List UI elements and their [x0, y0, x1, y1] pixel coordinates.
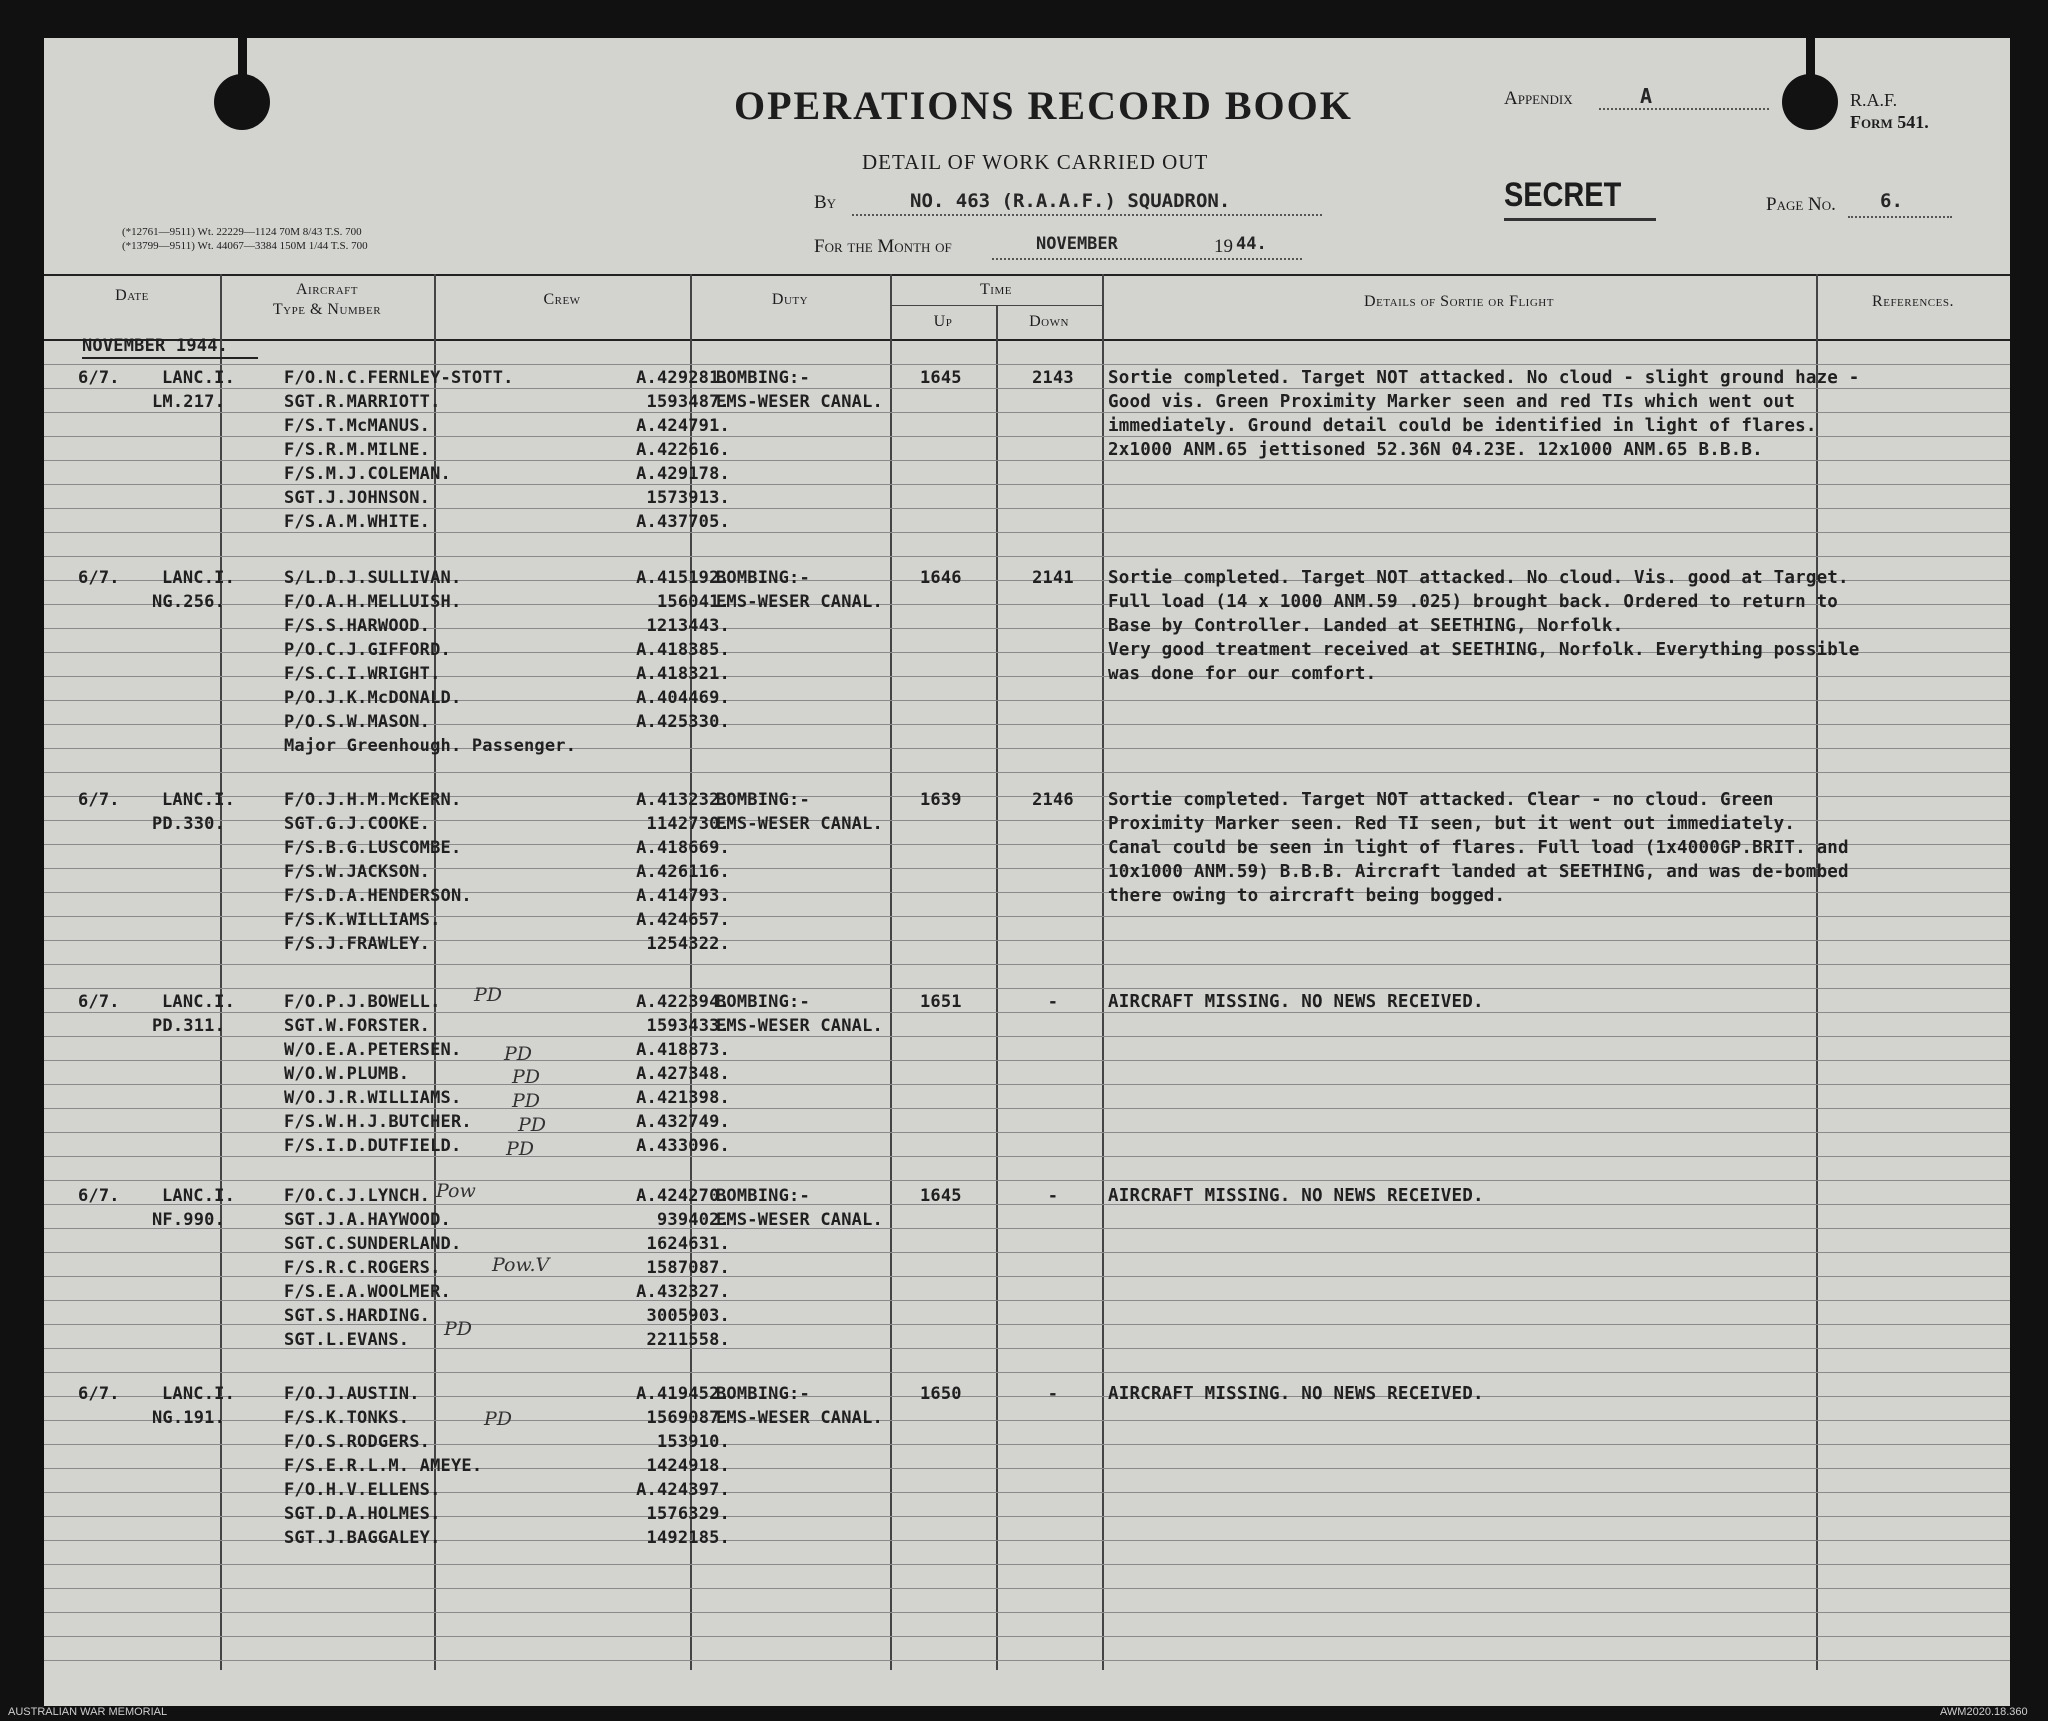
annotation-pd-ellens: PD — [484, 1408, 513, 1430]
duty-target: EMS-WESER CANAL. — [716, 814, 883, 834]
time-down: 2146 — [1032, 790, 1074, 810]
aircraft-number: NG.256. — [152, 592, 226, 612]
crew-service-number: A.424397. — [636, 1480, 730, 1500]
crew-service-number: 1593433. — [646, 1016, 730, 1036]
print-code-2: (*13799—9511) Wt. 44067—3384 150M 1/44 T.S. 700 — [122, 240, 368, 252]
crew-service-number: A.432327. — [636, 1282, 730, 1302]
crew-service-number: 3005903. — [646, 1306, 730, 1326]
crew-name: P/O.S.W.MASON. — [284, 712, 431, 732]
time-up: 1651 — [920, 992, 962, 1012]
duty-target: EMS-WESER CANAL. — [716, 592, 883, 612]
crew-service-number: 939402. — [656, 1210, 730, 1230]
crew-name: Major Greenhough. Passenger. — [284, 736, 577, 756]
annotation-pow-lynch: Pow — [436, 1180, 476, 1202]
crew-service-number: A.414793. — [636, 886, 730, 906]
month-label: For the Month of — [814, 236, 952, 257]
aircraft-number: LM.217. — [152, 392, 226, 412]
crew-name: F/S.K.TONKS. — [284, 1408, 410, 1428]
time-down: 2141 — [1032, 568, 1074, 588]
crew-name: SGT.J.BAGGALEY. — [284, 1528, 441, 1548]
crew-name: F/S.R.C.ROGERS. — [284, 1258, 441, 1278]
duty-type: BOMBING:- — [716, 568, 810, 588]
crew-name: SGT.G.J.COOKE. — [284, 814, 431, 834]
crew-service-number: 1569087. — [646, 1408, 730, 1428]
crew-name: F/S.R.M.MILNE. — [284, 440, 431, 460]
sortie-date: 6/7. — [78, 1384, 120, 1404]
time-down: - — [1047, 992, 1059, 1012]
sortie-date: 6/7. — [78, 1186, 120, 1206]
crew-service-number: A.429178. — [636, 464, 730, 484]
binder-hole-left — [214, 74, 270, 130]
duty-type: BOMBING:- — [716, 1186, 810, 1206]
time-down: - — [1047, 1384, 1059, 1404]
annotation-pd-bowell: PD — [474, 984, 503, 1006]
annotation-pd-butcher: PD — [518, 1114, 547, 1136]
duty-target: EMS-WESER CANAL. — [716, 1016, 883, 1036]
annotation-pd-williams: PD — [512, 1090, 541, 1112]
crew-service-number: A.404469. — [636, 688, 730, 708]
sortie-detail-line: Sortie completed. Target NOT attacked. No cloud - slight ground haze - — [1108, 368, 1860, 388]
duty-target: EMS-WESER CANAL. — [716, 1408, 883, 1428]
footer-id: AWM2020.18.360 — [1940, 1706, 2028, 1718]
crew-name: F/S.C.I.WRIGHT. — [284, 664, 441, 684]
duty-target: EMS-WESER CANAL. — [716, 392, 883, 412]
crew-service-number: A.422616. — [636, 440, 730, 460]
appendix-value: A — [1640, 84, 1653, 108]
col-aircraft: Aircraft — [295, 281, 358, 298]
crew-name: F/O.S.RODGERS. — [284, 1432, 431, 1452]
crew-service-number: A.432749. — [636, 1112, 730, 1132]
crew-name: F/S.W.JACKSON. — [284, 862, 431, 882]
time-up: 1639 — [920, 790, 962, 810]
crew-name: F/S.S.HARWOOD. — [284, 616, 431, 636]
form-number: Form 541. — [1850, 112, 1929, 132]
aircraft-number: PD.311. — [152, 1016, 226, 1036]
binder-hole-right — [1782, 74, 1838, 130]
aircraft-type: LANC.I. — [162, 1384, 236, 1404]
crew-name: SGT.L.EVANS. — [284, 1330, 410, 1350]
crew-service-number: A.433096. — [636, 1136, 730, 1156]
time-up: 1650 — [920, 1384, 962, 1404]
print-code-1: (*12761—9511) Wt. 22229—1124 70M 8/43 T.S. 700 — [122, 226, 362, 238]
sortie-date: 6/7. — [78, 992, 120, 1012]
squadron-name: NO. 463 (R.A.A.F.) SQUADRON. — [910, 190, 1231, 212]
by-label: By — [814, 192, 837, 213]
secret-stamp: SECRET — [1504, 176, 1622, 214]
time-up: 1645 — [920, 1186, 962, 1206]
crew-service-number: 1424918. — [646, 1456, 730, 1476]
sortie-date: 6/7. — [78, 368, 120, 388]
crew-name: F/S.I.D.DUTFIELD. — [284, 1136, 462, 1156]
crew-service-number: A.421398. — [636, 1088, 730, 1108]
sortie-detail-line: 10x1000 ANM.59) B.B.B. Aircraft landed at SEETHING, and was de-bombed — [1108, 862, 1849, 882]
crew-name: SGT.J.JOHNSON. — [284, 488, 431, 508]
crew-service-number: 1213443. — [646, 616, 730, 636]
year-prefix: 19 — [1214, 236, 1233, 257]
crew-service-number: A.418669. — [636, 838, 730, 858]
duty-type: BOMBING:- — [716, 992, 810, 1012]
crew-name: F/S.M.J.COLEMAN. — [284, 464, 451, 484]
crew-service-number: A.419452. — [636, 1384, 730, 1404]
sortie-detail-line: AIRCRAFT MISSING. NO NEWS RECEIVED. — [1108, 992, 1484, 1012]
duty-target: EMS-WESER CANAL. — [716, 1210, 883, 1230]
crew-service-number: A.418385. — [636, 640, 730, 660]
col-duty: Duty — [771, 291, 809, 308]
form-sheet — [44, 38, 2010, 1706]
aircraft-number: PD.330. — [152, 814, 226, 834]
crew-name: SGT.S.HARDING. — [284, 1306, 431, 1326]
sortie-detail-line: AIRCRAFT MISSING. NO NEWS RECEIVED. — [1108, 1384, 1484, 1404]
crew-name: F/S.W.H.J.BUTCHER. — [284, 1112, 472, 1132]
crew-service-number: A.424270. — [636, 1186, 730, 1206]
page-no-value: 6. — [1880, 190, 1903, 212]
crew-service-number: 1576329. — [646, 1504, 730, 1524]
page-no-label: Page No. — [1766, 194, 1836, 215]
sortie-date: 6/7. — [78, 568, 120, 588]
crew-service-number: A.424791. — [636, 416, 730, 436]
crew-service-number: A.424657. — [636, 910, 730, 930]
crew-service-number: 1587087. — [646, 1258, 730, 1278]
crew-name: SGT.J.A.HAYWOOD. — [284, 1210, 451, 1230]
crew-service-number: 1142730. — [646, 814, 730, 834]
col-date: Date — [115, 287, 149, 304]
sortie-detail-line: Sortie completed. Target NOT attacked. No cloud. Vis. good at Target. — [1108, 568, 1849, 588]
crew-name: SGT.W.FORSTER. — [284, 1016, 431, 1036]
crew-service-number: A.422394. — [636, 992, 730, 1012]
crew-service-number: 1254322. — [646, 934, 730, 954]
crew-name: F/O.J.AUSTIN. — [284, 1384, 420, 1404]
crew-service-number: 1573913. — [646, 488, 730, 508]
aircraft-number: NF.990. — [152, 1210, 226, 1230]
crew-service-number: 1593487. — [646, 392, 730, 412]
month-heading: NOVEMBER 1944. — [82, 336, 229, 356]
crew-name: SGT.C.SUNDERLAND. — [284, 1234, 462, 1254]
crew-name: F/S.E.R.L.M. AMEYE. — [284, 1456, 483, 1476]
crew-service-number: A.418321. — [636, 664, 730, 684]
sortie-detail-line: 2x1000 ANM.65 jettisoned 52.36N 04.23E. 12x1000 ANM.65 B.B.B. — [1108, 440, 1763, 460]
annotation-pd-petersen: PD — [504, 1043, 533, 1065]
crew-name: SGT.R.MARRIOTT. — [284, 392, 441, 412]
month-value: NOVEMBER — [1036, 234, 1118, 254]
crew-name: P/O.J.K.McDONALD. — [284, 688, 462, 708]
time-up: 1645 — [920, 368, 962, 388]
crew-name: F/O.N.C.FERNLEY-STOTT. — [284, 368, 514, 388]
footer-source: AUSTRALIAN WAR MEMORIAL — [8, 1706, 168, 1718]
col-time-down: Down — [1029, 313, 1069, 330]
col-aircraft-type: Type & Number — [272, 301, 382, 318]
duty-type: BOMBING:- — [716, 368, 810, 388]
time-down: - — [1047, 1186, 1059, 1206]
aircraft-type: LANC.I. — [162, 368, 236, 388]
sortie-detail-line: Full load (14 x 1000 ANM.59 .025) brought back. Ordered to return to — [1108, 592, 1839, 612]
col-crew: Crew — [543, 291, 581, 308]
appendix-label: Appendix — [1504, 88, 1573, 109]
col-time-up: Up — [933, 313, 953, 330]
sortie-detail-line: Proximity Marker seen. Red TI seen, but it went out immediately. — [1108, 814, 1796, 834]
crew-name: W/O.E.A.PETERSEN. — [284, 1040, 462, 1060]
crew-name: F/O.P.J.BOWELL. — [284, 992, 441, 1012]
annotation-powv-woolmer: Pow.V — [492, 1254, 550, 1276]
crew-service-number: A.429281. — [636, 368, 730, 388]
sortie-detail-line: Good vis. Green Proximity Marker seen and red TIs which went out — [1108, 392, 1796, 412]
annotation-pd-dutfield: PD — [506, 1138, 535, 1160]
aircraft-type: LANC.I. — [162, 568, 236, 588]
crew-name: F/O.C.J.LYNCH. — [284, 1186, 431, 1206]
crew-name: F/S.E.A.WOOLMER. — [284, 1282, 451, 1302]
crew-name: F/O.A.H.MELLUISH. — [284, 592, 462, 612]
annotation-pd-austin: PD — [444, 1318, 473, 1340]
crew-service-number: A.426116. — [636, 862, 730, 882]
duty-type: BOMBING:- — [716, 1384, 810, 1404]
crew-name: F/O.J.H.M.McKERN. — [284, 790, 462, 810]
time-down: 2143 — [1032, 368, 1074, 388]
crew-name: W/O.J.R.WILLIAMS. — [284, 1088, 462, 1108]
col-references: References. — [1872, 293, 1954, 310]
crew-name: F/S.D.A.HENDERSON. — [284, 886, 472, 906]
aircraft-number: NG.191. — [152, 1408, 226, 1428]
crew-service-number: 1624631. — [646, 1234, 730, 1254]
aircraft-type: LANC.I. — [162, 1186, 236, 1206]
page-subtitle: DETAIL OF WORK CARRIED OUT — [862, 150, 1209, 174]
crew-name: S/L.D.J.SULLIVAN. — [284, 568, 462, 588]
time-up: 1646 — [920, 568, 962, 588]
crew-name: F/S.B.G.LUSCOMBE. — [284, 838, 462, 858]
sortie-detail-line: there owing to aircraft being bogged. — [1108, 886, 1506, 906]
crew-name: SGT.D.A.HOLMES. — [284, 1504, 441, 1524]
col-time: Time — [980, 281, 1012, 298]
crew-service-number: 156041. — [656, 592, 730, 612]
crew-service-number: 1492185. — [646, 1528, 730, 1548]
sortie-detail-line: Base by Controller. Landed at SEETHING, Norfolk. — [1108, 616, 1624, 636]
crew-service-number: A.425330. — [636, 712, 730, 732]
crew-service-number: A.418873. — [636, 1040, 730, 1060]
duty-type: BOMBING:- — [716, 790, 810, 810]
crew-name: W/O.W.PLUMB. — [284, 1064, 410, 1084]
aircraft-type: LANC.I. — [162, 992, 236, 1012]
sortie-detail-line: immediately. Ground detail could be identified in light of flares. — [1108, 416, 1817, 436]
crew-name: F/S.T.McMANUS. — [284, 416, 431, 436]
sortie-detail-line: AIRCRAFT MISSING. NO NEWS RECEIVED. — [1108, 1186, 1484, 1206]
raf-label: R.A.F. — [1850, 90, 1898, 110]
crew-service-number: 2211558. — [646, 1330, 730, 1350]
year-value: 44. — [1236, 234, 1267, 254]
sortie-detail-line: was done for our comfort. — [1108, 664, 1377, 684]
page-title: OPERATIONS RECORD BOOK — [734, 83, 1353, 128]
sortie-detail-line: Canal could be seen in light of flares. Full load (1x4000GP.BRIT. and — [1108, 838, 1849, 858]
aircraft-type: LANC.I. — [162, 790, 236, 810]
annotation-pd-plumb: PD — [512, 1066, 541, 1088]
crew-service-number: A.413232. — [636, 790, 730, 810]
col-details: Details of Sortie or Flight — [1364, 293, 1554, 310]
sortie-date: 6/7. — [78, 790, 120, 810]
crew-name: P/O.C.J.GIFFORD. — [284, 640, 451, 660]
sortie-detail-line: Sortie completed. Target NOT attacked. Clear - no cloud. Green — [1108, 790, 1774, 810]
crew-service-number: A.427348. — [636, 1064, 730, 1084]
crew-service-number: 153910. — [656, 1432, 730, 1452]
crew-name: F/S.K.WILLIAMS. — [284, 910, 441, 930]
sortie-detail-line: Very good treatment received at SEETHING, Norfolk. Everything possible — [1108, 640, 1860, 660]
crew-name: F/O.H.V.ELLENS. — [284, 1480, 441, 1500]
crew-service-number: A.437705. — [636, 512, 730, 532]
crew-service-number: A.415192. — [636, 568, 730, 588]
crew-name: F/S.J.FRAWLEY. — [284, 934, 431, 954]
crew-name: F/S.A.M.WHITE. — [284, 512, 431, 532]
